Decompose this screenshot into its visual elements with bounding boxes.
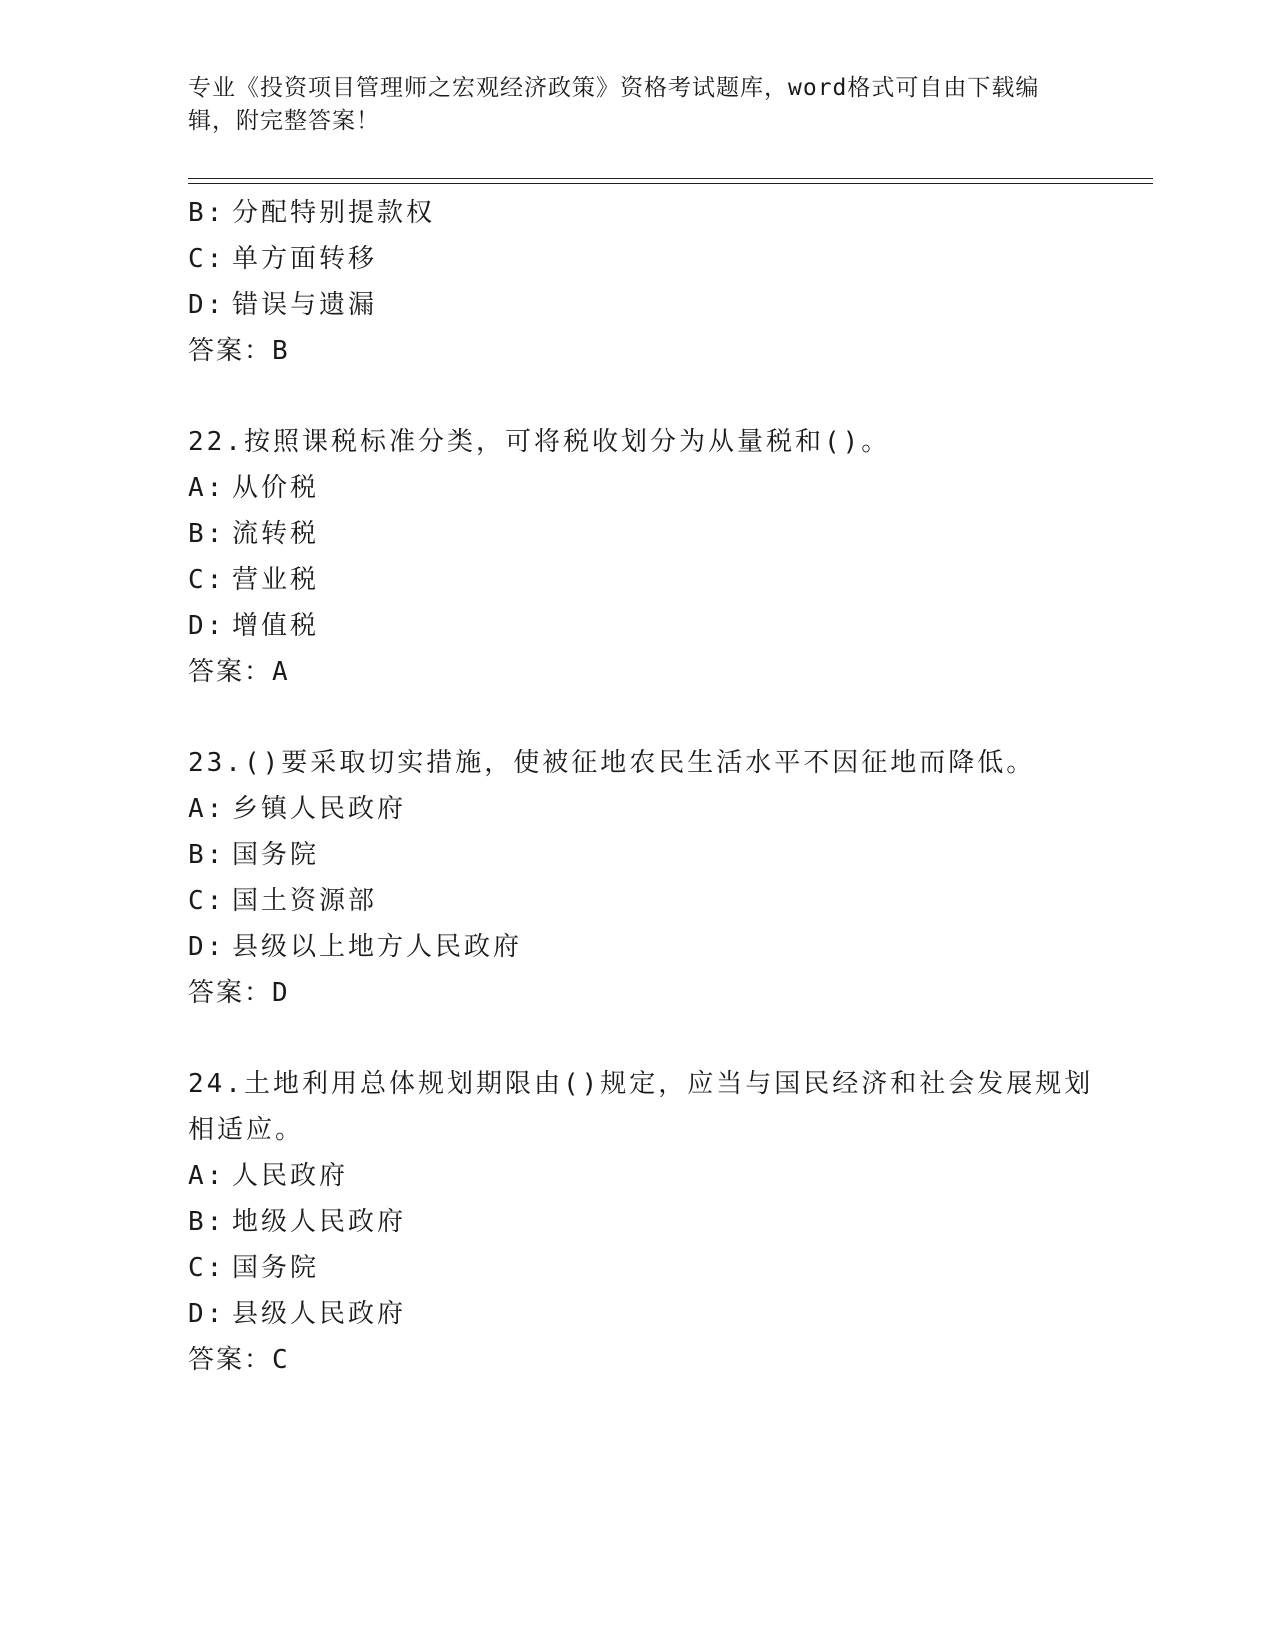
option-c: C: 国土资源部 [188,886,378,916]
question-text: 23.()要采取切实措施，使被征地农民生活水平不因征地而降低。 [188,748,1036,778]
option-b: B: 分配特别提款权 [188,198,436,228]
answer-line: 答案：B [188,336,290,366]
question-block-22 [188,419,1088,695]
option-d: D: 县级以上地方人民政府 [188,932,523,962]
question-block-23 [188,740,1088,1016]
question-block-24 [188,1061,1094,1383]
answer-line: 答案：C [188,1345,290,1375]
question-text: 22.按照课税标准分类，可将税收划分为从量税和()。 [188,427,891,457]
option-b: B: 地级人民政府 [188,1207,407,1237]
question-block-partial [188,190,1088,374]
question-list [188,190,1094,1383]
option-c: C: 单方面转移 [188,244,378,274]
option-a: A: 人民政府 [188,1161,349,1191]
option-a: A: 乡镇人民政府 [188,794,407,824]
answer-line: 答案：A [188,657,290,687]
option-c: C: 国务院 [188,1253,320,1283]
question-text-line-2: 相适应。 [188,1115,305,1145]
option-a: A: 从价税 [188,473,320,503]
answer-line: 答案：D [188,978,290,1008]
question-text-line-1: 24.土地利用总体规划期限由()规定，应当与国民经济和社会发展规划 [188,1069,1094,1099]
header-line-2: 辑，附完整答案！ [188,108,380,134]
option-d: D: 增值税 [188,611,320,641]
header-line-1: 专业《投资项目管理师之宏观经济政策》资格考试题库，word格式可自由下载编 [188,75,1040,101]
option-d: D: 县级人民政府 [188,1299,407,1329]
header-divider [188,178,1153,184]
document-header [188,72,1068,138]
option-d: D: 错误与遗漏 [188,290,378,320]
option-b: B: 国务院 [188,840,320,870]
option-c: C: 营业税 [188,565,320,595]
option-b: B: 流转税 [188,519,320,549]
